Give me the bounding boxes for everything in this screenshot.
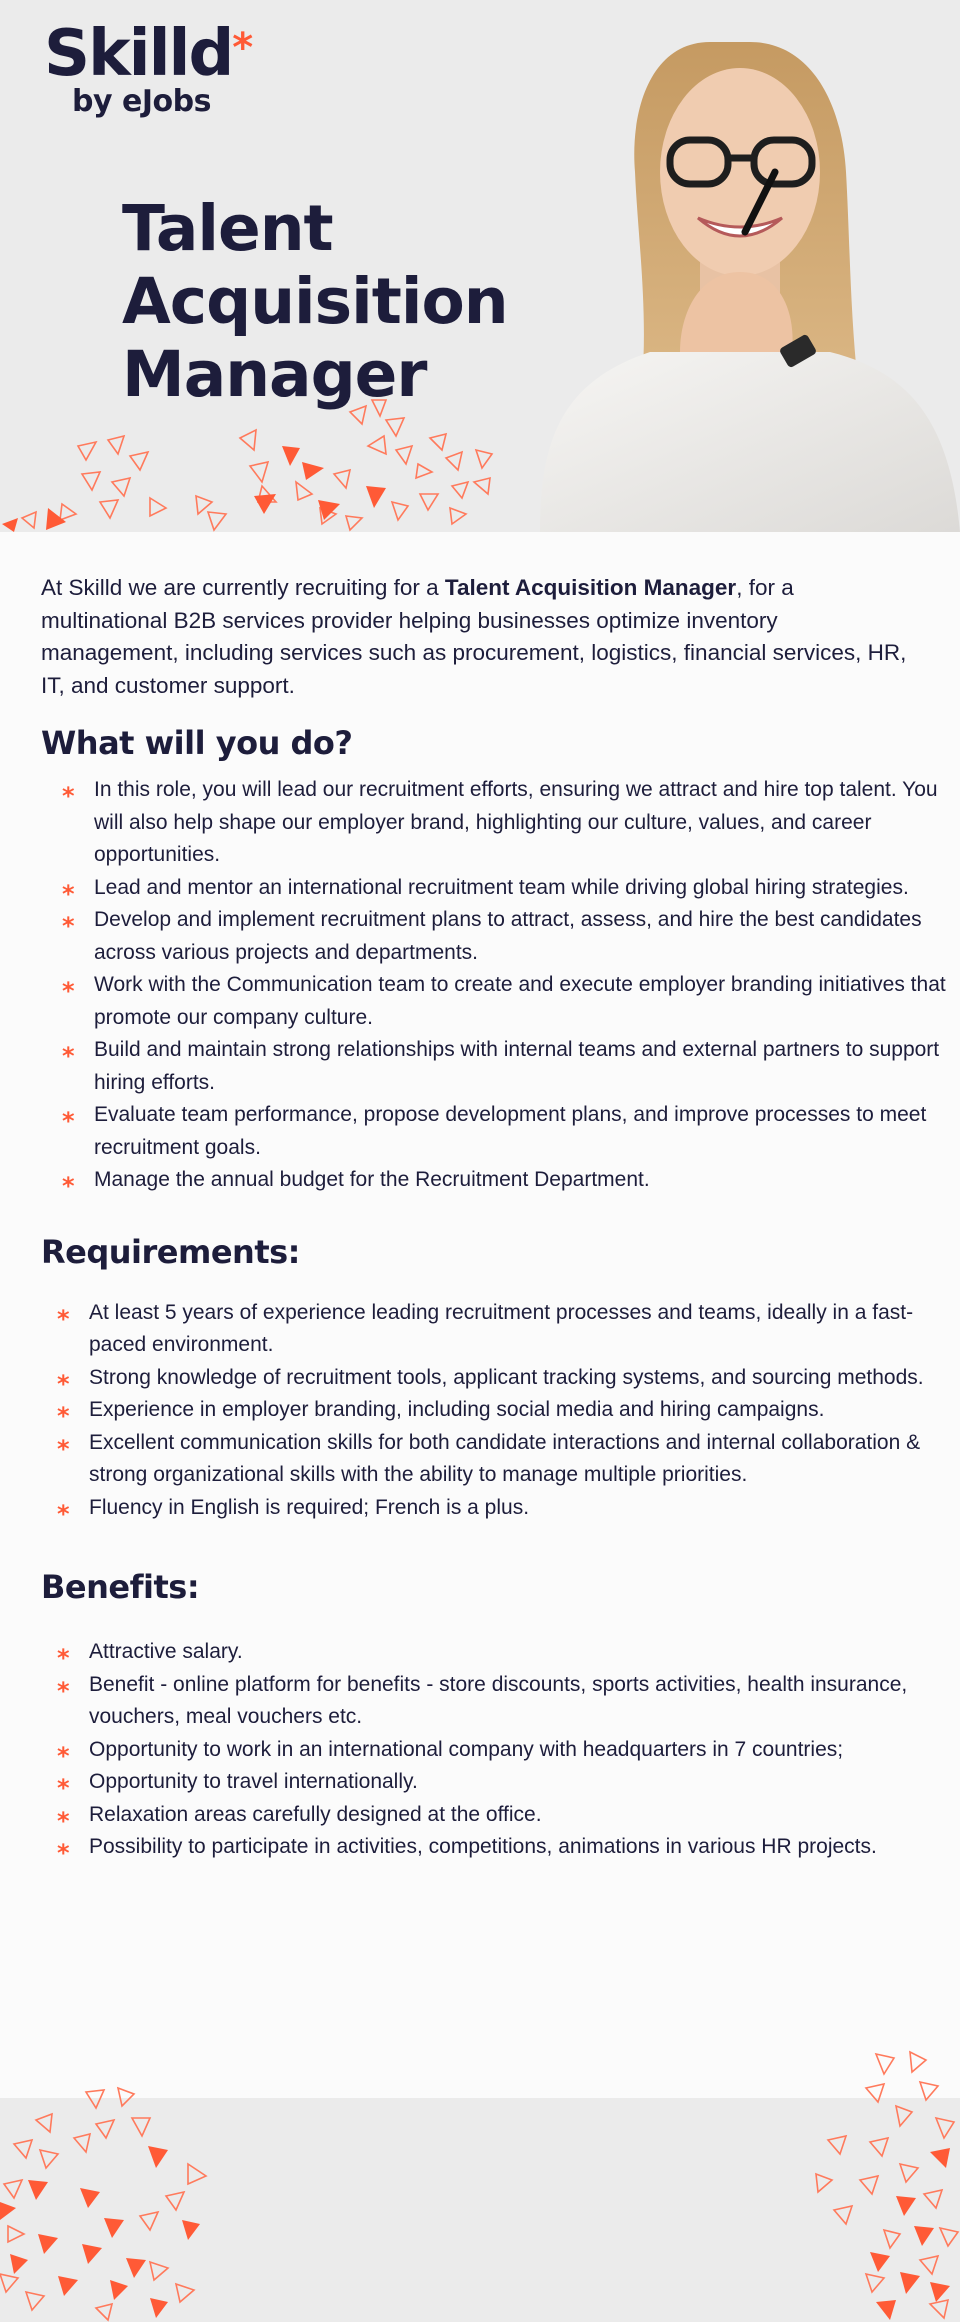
list-item: * At least 5 years of experience leading recruitment processes and teams, ideally in a fast-paced environment. <box>57 1300 914 1356</box>
asterisk-bullet-icon: * <box>57 1499 70 1528</box>
asterisk-bullet-icon: * <box>62 977 75 1005</box>
hero-banner <box>0 0 960 532</box>
list-item: * Possibility to participate in activities, competitions, animations in various HR projects. <box>89 1831 939 1864</box>
asterisk-bullet-icon: * <box>57 1304 70 1333</box>
intro-text: , for a multinational B2B services provider helping businesses optimize inventory management, including services such as procurement, logistics, financial services, HR, IT, and customer support. <box>41 575 907 698</box>
triangle-pattern-icon <box>800 2048 960 2322</box>
section-heading-duties: What will you do? <box>41 724 353 762</box>
triangle-pattern-icon <box>0 390 520 532</box>
duties-list <box>62 774 954 1200</box>
list-item: * Fluency in English is required; French is a plus. <box>89 1492 929 1525</box>
job-title-line: Talent <box>122 192 333 265</box>
intro-paragraph <box>41 572 921 702</box>
list-item: * Benefit - online platform for benefits - store discounts, sports activities, health insurance, vouchers, meal vouchers etc. <box>57 1672 908 1728</box>
brand-subtitle: by eJobs <box>72 84 211 119</box>
asterisk-bullet-icon: * <box>62 1172 75 1200</box>
requirements-list <box>57 1297 929 1528</box>
job-title-line: Acquisition <box>122 265 508 338</box>
benefits-list <box>57 1636 939 1867</box>
list-item: * Experience in employer branding, including social media and hiring campaigns. <box>89 1394 929 1427</box>
list-item: * Attractive salary. <box>89 1636 939 1669</box>
asterisk-bullet-icon: * <box>62 879 75 908</box>
asterisk-bullet-icon: * <box>62 912 75 940</box>
job-title-line: Manager <box>122 338 427 411</box>
asterisk-bullet-icon: * <box>57 1774 70 1802</box>
asterisk-bullet-icon: * <box>57 1369 70 1398</box>
asterisk-bullet-icon: * <box>57 1839 70 1867</box>
smiling-woman-photo-icon <box>530 22 960 532</box>
asterisk-bullet-icon: * <box>57 1806 70 1835</box>
brand-logo <box>44 17 252 119</box>
list-item: * Develop and implement recruitment plans to attract, assess, and hire the best candidates across various projects and departments. <box>62 908 922 964</box>
list-item: * Work with the Communication team to create and execute employer branding initiatives that promote our company culture. <box>62 973 946 1029</box>
asterisk-bullet-icon: * <box>62 1107 75 1135</box>
asterisk-bullet-icon: * <box>57 1402 70 1430</box>
list-item: * Strong knowledge of recruitment tools, applicant tracking systems, and sourcing methods. <box>89 1362 929 1395</box>
job-description <box>41 572 946 1867</box>
job-title <box>122 192 542 411</box>
list-item: * Manage the annual budget for the Recruitment Department. <box>94 1164 954 1197</box>
list-item: * Relaxation areas carefully designed at the office. <box>89 1799 939 1832</box>
brand-star-icon: * <box>232 25 252 71</box>
asterisk-bullet-icon: * <box>62 782 75 810</box>
list-item: * Opportunity to work in an international company with headquarters in 7 countries; <box>89 1734 939 1767</box>
list-item: * Excellent communication skills for both candidate interactions and internal collaboration & strong organizational skills with the ability to manage multiple priorities. <box>57 1430 921 1486</box>
asterisk-bullet-icon: * <box>57 1676 70 1705</box>
brand-name: Skilld <box>44 17 233 91</box>
list-item: * Opportunity to travel internationally. <box>89 1766 939 1799</box>
asterisk-bullet-icon: * <box>62 1042 75 1070</box>
section-heading-benefits: Benefits: <box>41 1568 200 1606</box>
list-item: * Evaluate team performance, propose development plans, and improve processes to meet recruitment goals. <box>62 1103 927 1159</box>
section-heading-requirements: Requirements: <box>41 1232 300 1271</box>
triangle-pattern-icon <box>0 2084 240 2322</box>
intro-job-title: Talent Acquisition Manager <box>444 575 737 600</box>
list-item: * Lead and mentor an international recruitment team while driving global hiring strategies. <box>94 872 954 905</box>
list-item: * Build and maintain strong relationships with internal teams and external partners to support hiring efforts. <box>62 1038 940 1094</box>
asterisk-bullet-icon: * <box>57 1434 70 1463</box>
intro-text: At Skilld we are currently recruiting for a <box>41 575 445 600</box>
asterisk-bullet-icon: * <box>57 1644 70 1672</box>
list-item: * In this role, you will lead our recruitment efforts, ensuring we attract and hire top talent. You will also help shape our employer brand, highlighting our culture, values, and career opportunities. <box>62 778 938 866</box>
asterisk-bullet-icon: * <box>57 1741 70 1770</box>
